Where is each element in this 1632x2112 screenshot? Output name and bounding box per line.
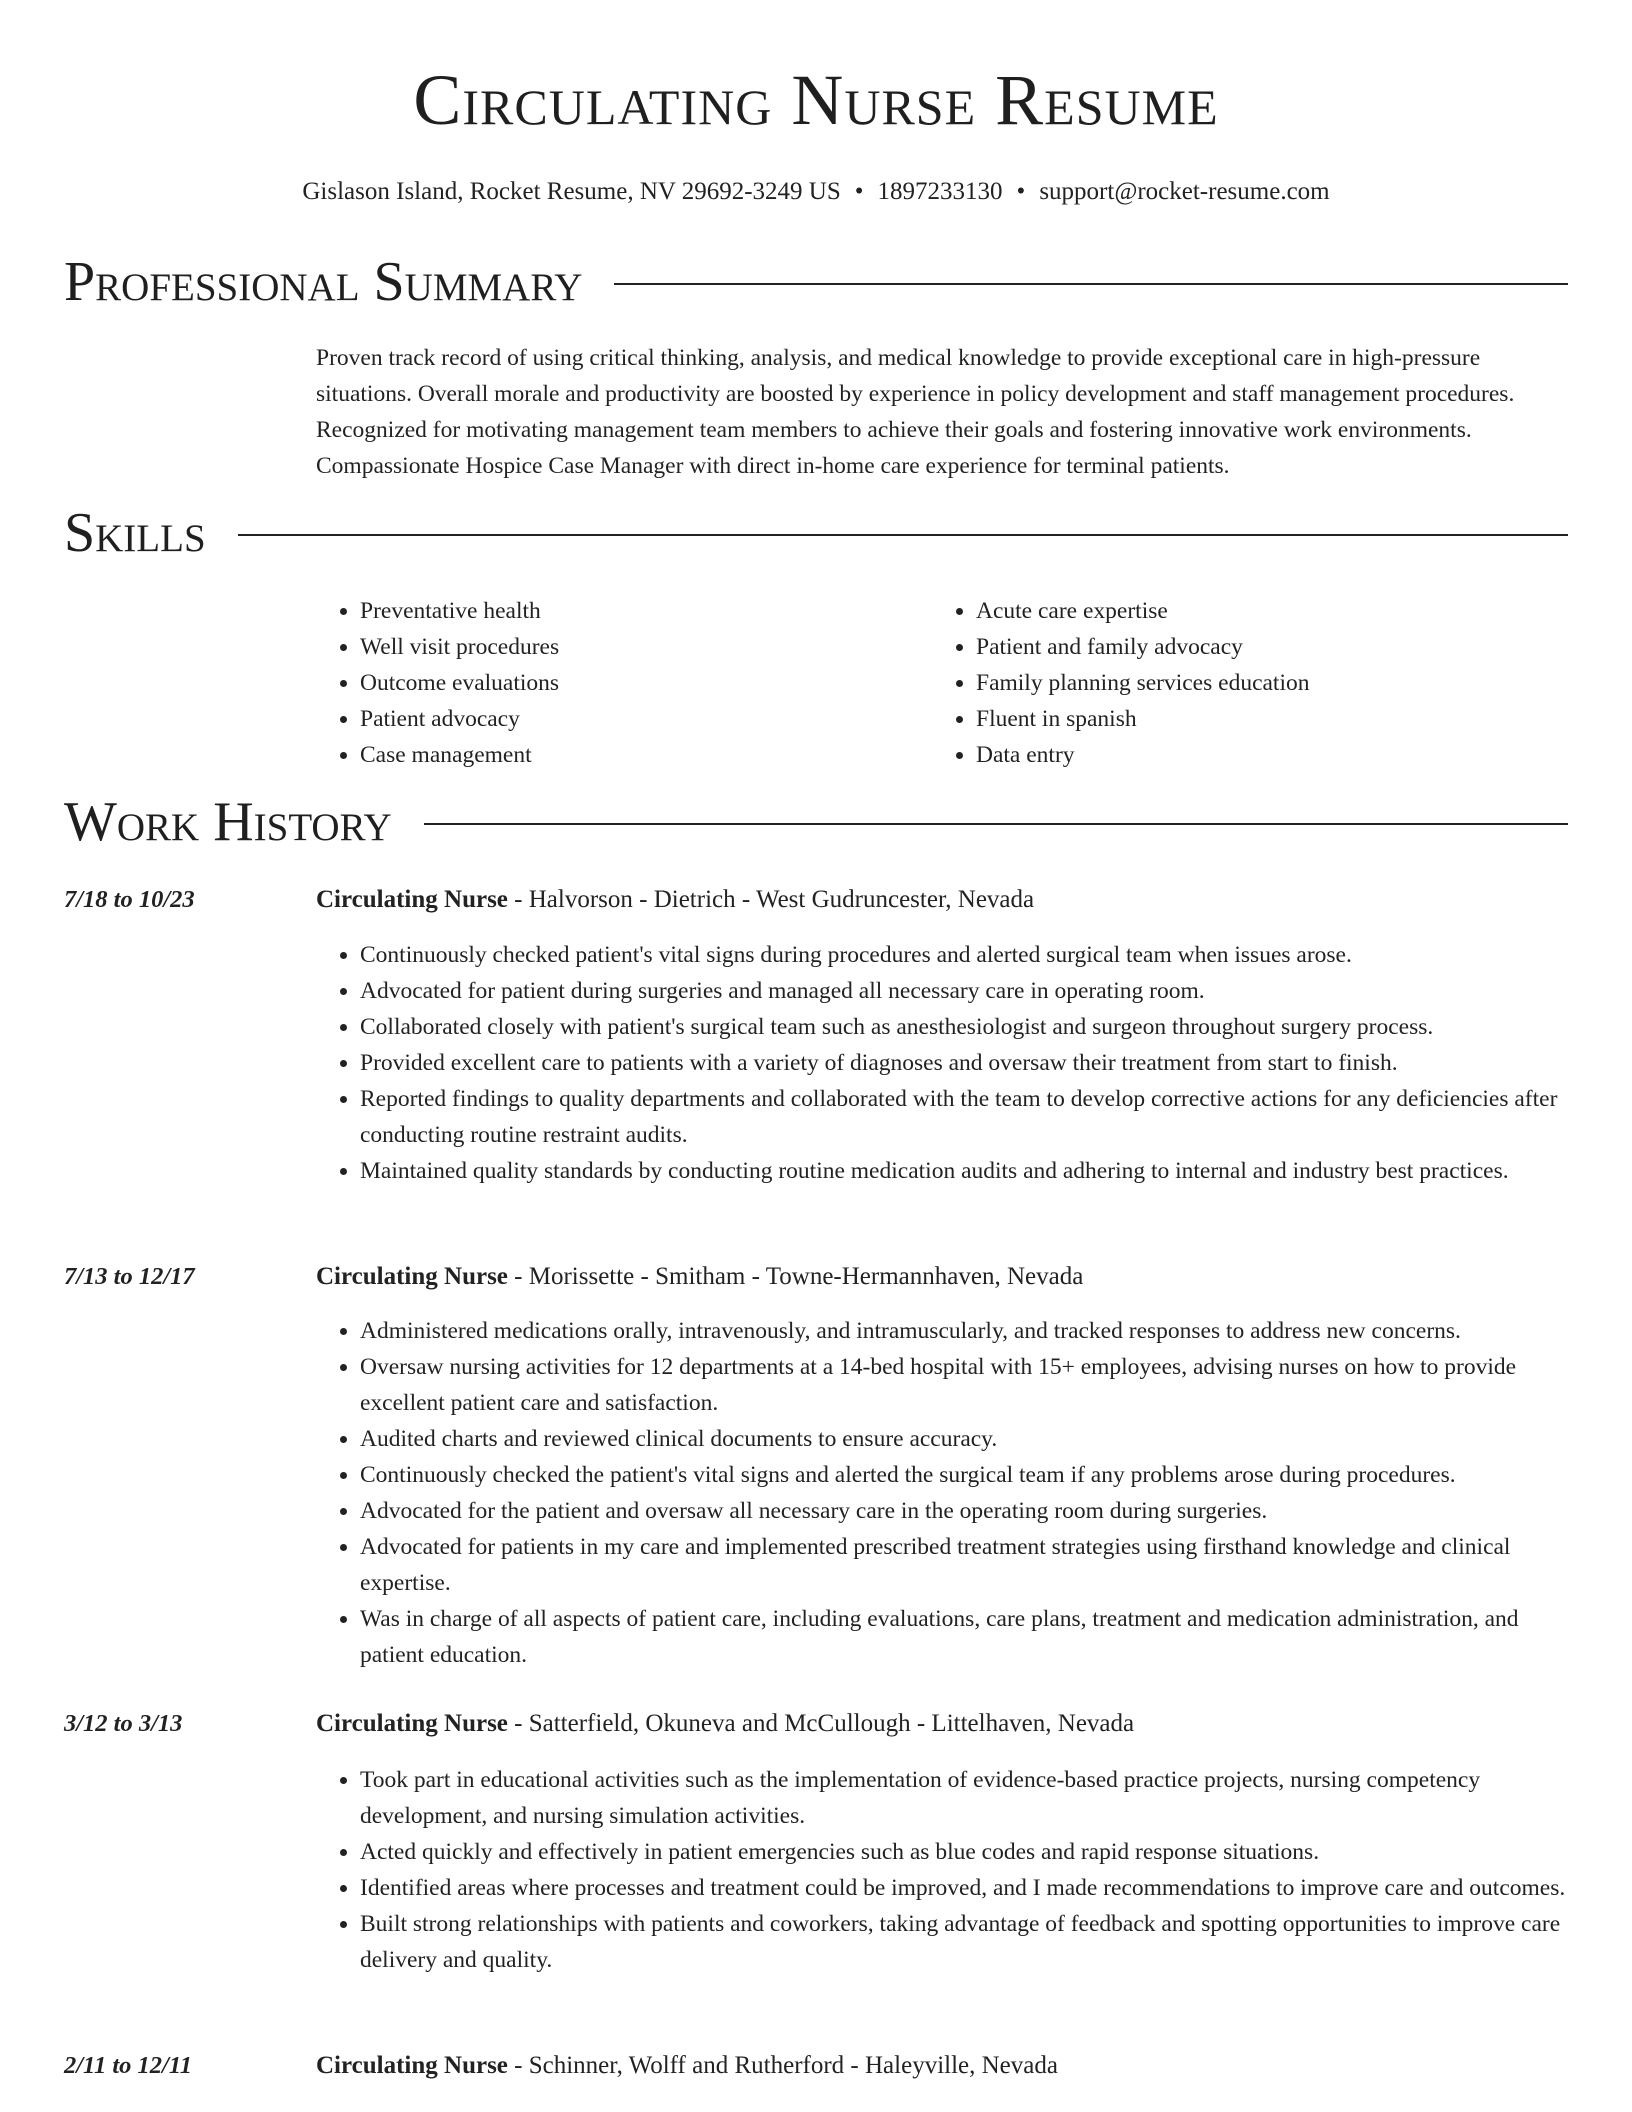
job-dates: 2/11 to 12/11	[64, 2052, 192, 2079]
skill-item: • Well visit procedures	[360, 629, 940, 665]
job-bullet-list	[316, 1313, 1568, 1673]
job-employer-location: - Morissette - Smitham - Towne-Hermannhaven, Nevada	[507, 1263, 1084, 1290]
skill-item: • Outcome evaluations	[360, 665, 940, 701]
job-title: Circulating Nurse	[316, 1263, 508, 1290]
skill-item: • Fluent in spanish	[976, 701, 1556, 737]
job-bullet: • Maintained quality standards by conducting routine medication audits and adhering to internal and industry best practices.	[360, 1153, 1568, 1189]
job-bullet-list	[316, 937, 1568, 1189]
skills-section-title: Skills	[64, 502, 206, 564]
job-bullet: • Advocated for patients in my care and implemented prescribed treatment strategies using firsthand knowledge and clinical expertise.	[360, 1529, 1568, 1601]
job-dates: 7/13 to 12/17	[64, 1263, 195, 1290]
contact-separator: •	[1016, 178, 1026, 205]
job-bullet: • Advocated for the patient and oversaw all necessary care in the operating room during surgeries.	[360, 1493, 1568, 1529]
job-employer-location: - Halvorson - Dietrich - West Gudruncester, Nevada	[507, 886, 1035, 913]
skills-list-right	[932, 593, 1556, 773]
contact-email: support@rocket-resume.com	[1039, 178, 1330, 205]
skill-item: • Case management	[360, 737, 940, 773]
job-heading	[316, 1261, 1568, 1293]
job-bullet: • Took part in educational activities such as the implementation of evidence-based practice projects, nursing competency development, and nursing simulation activities.	[360, 1762, 1568, 1834]
skill-item: • Patient advocacy	[360, 701, 940, 737]
skill-item: • Patient and family advocacy	[976, 629, 1556, 665]
section-divider	[238, 534, 1568, 536]
job-bullet: • Oversaw nursing activities for 12 departments at a 14-bed hospital with 15+ employees, advising nurses on how to provide excellent patient care and satisfaction.	[360, 1349, 1568, 1421]
skill-item: • Preventative health	[360, 593, 940, 629]
section-divider	[424, 823, 1568, 825]
job-bullet: • Built strong relationships with patients and coworkers, taking advantage of feedback and spotting opportunities to improve care delivery and quality.	[360, 1906, 1568, 1978]
job-bullet: • Continuously checked patient's vital signs during procedures and alerted surgical team when issues arose.	[360, 937, 1568, 973]
contact-phone: 1897233130	[877, 178, 1003, 205]
job-employer-location: - Schinner, Wolff and Rutherford - Haleyville, Nevada	[507, 2052, 1058, 2079]
job-bullet: • Advocated for patient during surgeries and managed all necessary care in operating room.	[360, 973, 1568, 1009]
skills-section-header	[64, 501, 1568, 565]
job-dates: 7/18 to 10/23	[64, 886, 195, 913]
contact-line	[0, 176, 1632, 208]
skill-item: • Family planning services education	[976, 665, 1556, 701]
skill-item: • Acute care expertise	[976, 593, 1556, 629]
job-title: Circulating Nurse	[316, 886, 508, 913]
job-bullet: • Reported findings to quality departments and collaborated with the team to develop corrective actions for any deficiencies after conducting routine restraint audits.	[360, 1081, 1568, 1153]
job-bullet: • Was in charge of all aspects of patient care, including evaluations, care plans, treatment and medication administration, and patient education.	[360, 1601, 1568, 1673]
job-dates: 3/12 to 3/13	[64, 1710, 183, 1737]
job-heading	[316, 1708, 1568, 1740]
job-bullet: • Provided excellent care to patients with a variety of diagnoses and oversaw their treatment from start to finish.	[360, 1045, 1568, 1081]
skills-list-left	[316, 593, 940, 773]
job-title: Circulating Nurse	[316, 1710, 508, 1737]
work-section-title: Work History	[64, 791, 392, 853]
job-bullet: • Collaborated closely with patient's surgical team such as anesthesiologist and surgeon throughout surgery process.	[360, 1009, 1568, 1045]
skill-item: • Data entry	[976, 737, 1556, 773]
job-bullet-list	[316, 1762, 1568, 1978]
summary-section-title: Professional Summary	[64, 251, 583, 313]
work-section-header	[64, 790, 1568, 854]
contact-address: Gislason Island, Rocket Resume, NV 29692-3249 US	[302, 178, 841, 205]
resume-title: Circulating Nurse Resume	[413, 60, 1219, 140]
job-heading	[316, 884, 1568, 916]
job-bullet: • Acted quickly and effectively in patient emergencies such as blue codes and rapid response situations.	[360, 1834, 1568, 1870]
job-bullet: • Audited charts and reviewed clinical documents to ensure accuracy.	[360, 1421, 1568, 1457]
job-bullet: • Administered medications orally, intravenously, and intramuscularly, and tracked responses to address new concerns.	[360, 1313, 1568, 1349]
summary-text: Proven track record of using critical thinking, analysis, and medical knowledge to provide exceptional care in high-pressure situations. Overall morale and productivity are boosted by experience in policy development and staff management procedures. Recognized for motivating management team members to achieve their goals and fostering innovative work environments. Compassionate Hospice Case Manager with direct in-home care experience for terminal patients.	[316, 345, 1515, 479]
job-heading	[316, 2050, 1568, 2082]
job-title: Circulating Nurse	[316, 2052, 508, 2079]
job-bullet: • Continuously checked the patient's vital signs and alerted the surgical team if any problems arose during procedures.	[360, 1457, 1568, 1493]
section-divider	[614, 283, 1568, 285]
contact-separator: •	[854, 178, 864, 205]
summary-section-header	[64, 250, 1568, 314]
job-bullet: • Identified areas where processes and treatment could be improved, and I made recommendations to improve care and outcomes.	[360, 1870, 1568, 1906]
job-employer-location: - Satterfield, Okuneva and McCullough - Littelhaven, Nevada	[507, 1710, 1135, 1737]
